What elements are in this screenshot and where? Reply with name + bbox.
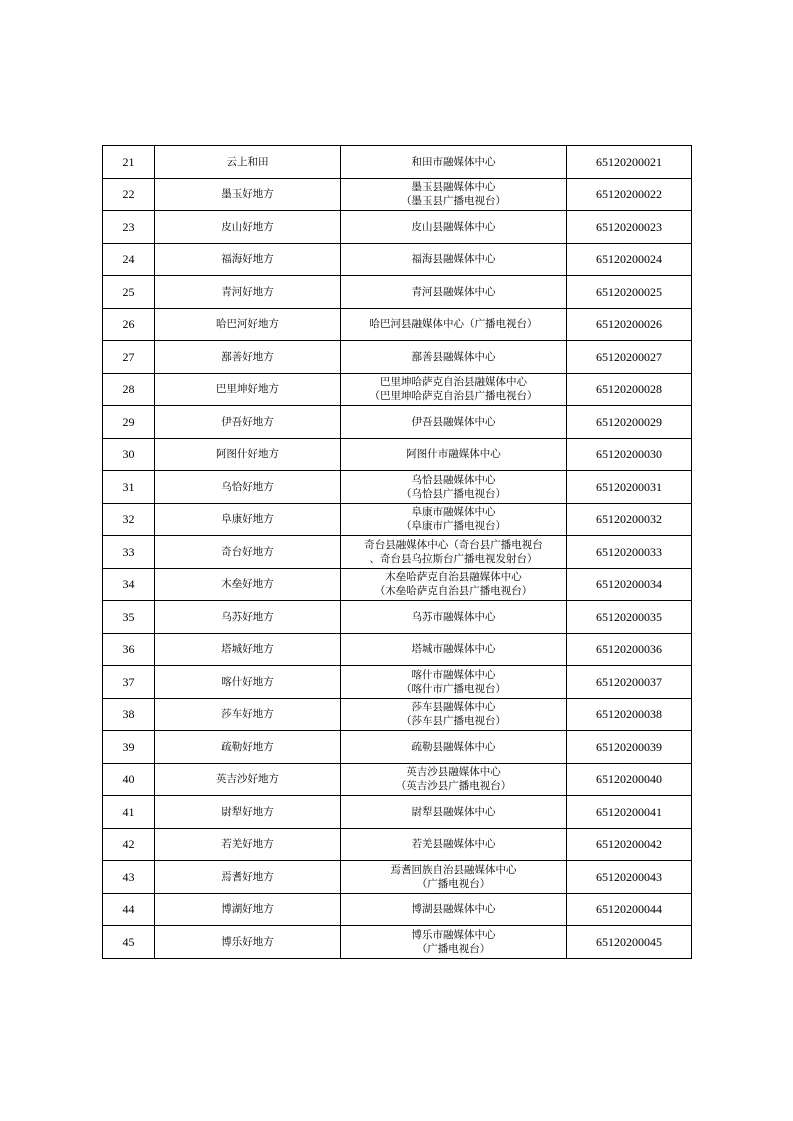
row-number-cell: 23 [103, 211, 155, 244]
organization-cell [341, 926, 567, 959]
registration-code-cell: 65120200032 [567, 503, 692, 536]
account-name-cell: 乌恰好地方 [155, 471, 341, 504]
table-row [103, 601, 692, 634]
table-row [103, 276, 692, 309]
row-number-cell: 31 [103, 471, 155, 504]
organization-cell [341, 666, 567, 699]
table-row [103, 861, 692, 894]
organization-cell [341, 731, 567, 764]
registration-code-cell: 65120200022 [567, 178, 692, 211]
organization-cell [341, 861, 567, 894]
organization-line: （莎车县广播电视台） [401, 715, 506, 728]
organization-line: 莎车县融媒体中心 [411, 701, 496, 714]
row-number-cell: 25 [103, 276, 155, 309]
organization-cell [341, 828, 567, 861]
table-row [103, 471, 692, 504]
organization-cell [341, 406, 567, 439]
row-number-cell: 42 [103, 828, 155, 861]
row-number-cell: 26 [103, 308, 155, 341]
registration-code-cell: 65120200030 [567, 438, 692, 471]
organization-cell [341, 211, 567, 244]
account-name-cell: 博湖好地方 [155, 893, 341, 926]
organization-cell [341, 276, 567, 309]
row-number-cell: 37 [103, 666, 155, 699]
account-name-cell: 阿图什好地方 [155, 438, 341, 471]
organization-line: 和田市融媒体中心 [411, 155, 496, 168]
table-row [103, 633, 692, 666]
row-number-cell: 41 [103, 796, 155, 829]
organization-line: 青河县融媒体中心 [411, 285, 496, 298]
organization-line: 鄯善县融媒体中心 [411, 350, 496, 363]
registration-code-cell: 65120200031 [567, 471, 692, 504]
row-number-cell: 44 [103, 893, 155, 926]
account-name-cell: 莎车好地方 [155, 698, 341, 731]
registration-code-cell: 65120200023 [567, 211, 692, 244]
table-row [103, 146, 692, 179]
registration-code-cell: 65120200024 [567, 243, 692, 276]
organization-line: 福海县融媒体中心 [411, 253, 496, 266]
table-row [103, 568, 692, 601]
organization-cell [341, 763, 567, 796]
table-row [103, 503, 692, 536]
organization-line: （广播电视台） [416, 877, 491, 890]
organization-cell [341, 373, 567, 406]
account-name-cell: 喀什好地方 [155, 666, 341, 699]
organization-line: 焉耆回族自治县融媒体中心 [390, 863, 517, 876]
account-name-cell: 阜康好地方 [155, 503, 341, 536]
organization-line: （阜康市广播电视台） [401, 520, 506, 533]
registration-code-cell: 65120200029 [567, 406, 692, 439]
organization-line: 伊吾县融媒体中心 [411, 415, 496, 428]
account-name-cell: 焉耆好地方 [155, 861, 341, 894]
registration-code-cell: 65120200035 [567, 601, 692, 634]
table-row [103, 763, 692, 796]
organization-line: 奇台县融媒体中心（奇台县广播电视台 [364, 538, 543, 551]
table-row [103, 666, 692, 699]
organization-line: （乌恰县广播电视台） [401, 487, 506, 500]
table-row [103, 406, 692, 439]
account-name-cell: 疏勒好地方 [155, 731, 341, 764]
account-name-cell: 塔城好地方 [155, 633, 341, 666]
organization-cell [341, 568, 567, 601]
registration-code-cell: 65120200040 [567, 763, 692, 796]
organization-cell [341, 308, 567, 341]
table-row [103, 828, 692, 861]
registration-code-cell: 65120200026 [567, 308, 692, 341]
registration-code-cell: 65120200044 [567, 893, 692, 926]
media-center-table [102, 145, 692, 959]
registration-code-cell: 65120200033 [567, 536, 692, 569]
table-row [103, 438, 692, 471]
organization-cell [341, 796, 567, 829]
organization-line: 疏勒县融媒体中心 [411, 740, 496, 753]
account-name-cell: 巴里坤好地方 [155, 373, 341, 406]
registration-code-cell: 65120200043 [567, 861, 692, 894]
row-number-cell: 39 [103, 731, 155, 764]
table-row [103, 341, 692, 374]
organization-line: 墨玉县融媒体中心 [411, 181, 496, 194]
organization-line: （英吉沙县广播电视台） [395, 780, 512, 793]
row-number-cell: 35 [103, 601, 155, 634]
registration-code-cell: 65120200028 [567, 373, 692, 406]
organization-line: （墨玉县广播电视台） [401, 195, 506, 208]
account-name-cell: 云上和田 [155, 146, 341, 179]
row-number-cell: 21 [103, 146, 155, 179]
organization-line: 阜康市融媒体中心 [411, 506, 496, 519]
organization-line: 木垒哈萨克自治县融媒体中心 [385, 571, 522, 584]
organization-cell [341, 893, 567, 926]
organization-line: 、奇台县乌拉斯台广播电视发射台） [369, 552, 538, 565]
organization-line: 英吉沙县融媒体中心 [406, 766, 501, 779]
organization-line: 喀什市融媒体中心 [411, 668, 496, 681]
account-name-cell: 乌苏好地方 [155, 601, 341, 634]
organization-cell [341, 503, 567, 536]
row-number-cell: 22 [103, 178, 155, 211]
row-number-cell: 38 [103, 698, 155, 731]
registration-code-cell: 65120200041 [567, 796, 692, 829]
table-row [103, 731, 692, 764]
row-number-cell: 45 [103, 926, 155, 959]
organization-line: 博湖县融媒体中心 [411, 903, 496, 916]
organization-cell [341, 601, 567, 634]
table-row [103, 373, 692, 406]
registration-code-cell: 65120200037 [567, 666, 692, 699]
row-number-cell: 40 [103, 763, 155, 796]
organization-cell [341, 178, 567, 211]
registration-code-cell: 65120200039 [567, 731, 692, 764]
row-number-cell: 36 [103, 633, 155, 666]
table-row [103, 536, 692, 569]
table-row [103, 243, 692, 276]
row-number-cell: 27 [103, 341, 155, 374]
organization-line: 乌恰县融媒体中心 [411, 473, 496, 486]
organization-cell [341, 471, 567, 504]
row-number-cell: 30 [103, 438, 155, 471]
account-name-cell: 皮山好地方 [155, 211, 341, 244]
account-name-cell: 伊吾好地方 [155, 406, 341, 439]
account-name-cell: 博乐好地方 [155, 926, 341, 959]
account-name-cell: 若羌好地方 [155, 828, 341, 861]
row-number-cell: 29 [103, 406, 155, 439]
registration-code-cell: 65120200038 [567, 698, 692, 731]
row-number-cell: 28 [103, 373, 155, 406]
account-name-cell: 尉犁好地方 [155, 796, 341, 829]
account-name-cell: 鄯善好地方 [155, 341, 341, 374]
organization-line: 尉犁县融媒体中心 [411, 805, 496, 818]
organization-cell [341, 243, 567, 276]
table-row [103, 698, 692, 731]
registration-code-cell: 65120200027 [567, 341, 692, 374]
registration-code-cell: 65120200025 [567, 276, 692, 309]
row-number-cell: 34 [103, 568, 155, 601]
account-name-cell: 木垒好地方 [155, 568, 341, 601]
table-body [103, 146, 692, 959]
account-name-cell: 英吉沙好地方 [155, 763, 341, 796]
organization-line: （巴里坤哈萨克自治县广播电视台） [369, 390, 538, 403]
organization-line: 若羌县融媒体中心 [411, 838, 496, 851]
organization-line: 巴里坤哈萨克自治县融媒体中心 [380, 376, 527, 389]
organization-cell [341, 633, 567, 666]
organization-line: 阿图什市融媒体中心 [406, 448, 501, 461]
organization-line: （木垒哈萨克自治县广播电视台） [374, 585, 533, 598]
registration-code-cell: 65120200021 [567, 146, 692, 179]
table-row [103, 796, 692, 829]
organization-cell [341, 438, 567, 471]
organization-cell [341, 536, 567, 569]
organization-line: （喀什市广播电视台） [401, 682, 506, 695]
document-page [102, 145, 691, 959]
organization-cell [341, 146, 567, 179]
row-number-cell: 32 [103, 503, 155, 536]
account-name-cell: 哈巴河好地方 [155, 308, 341, 341]
organization-cell [341, 341, 567, 374]
organization-line: 塔城市融媒体中心 [411, 643, 496, 656]
account-name-cell: 福海好地方 [155, 243, 341, 276]
registration-code-cell: 65120200036 [567, 633, 692, 666]
organization-line: 博乐市融媒体中心 [411, 928, 496, 941]
account-name-cell: 青河好地方 [155, 276, 341, 309]
table-row [103, 178, 692, 211]
registration-code-cell: 65120200045 [567, 926, 692, 959]
row-number-cell: 24 [103, 243, 155, 276]
organization-line: 乌苏市融媒体中心 [411, 610, 496, 623]
row-number-cell: 43 [103, 861, 155, 894]
registration-code-cell: 65120200034 [567, 568, 692, 601]
organization-line: （广播电视台） [416, 942, 491, 955]
account-name-cell: 墨玉好地方 [155, 178, 341, 211]
table-row [103, 926, 692, 959]
row-number-cell: 33 [103, 536, 155, 569]
organization-line: 哈巴河县融媒体中心（广播电视台） [369, 318, 538, 331]
organization-line: 皮山县融媒体中心 [411, 220, 496, 233]
account-name-cell: 奇台好地方 [155, 536, 341, 569]
registration-code-cell: 65120200042 [567, 828, 692, 861]
organization-cell [341, 698, 567, 731]
table-row [103, 308, 692, 341]
table-row [103, 211, 692, 244]
table-row [103, 893, 692, 926]
